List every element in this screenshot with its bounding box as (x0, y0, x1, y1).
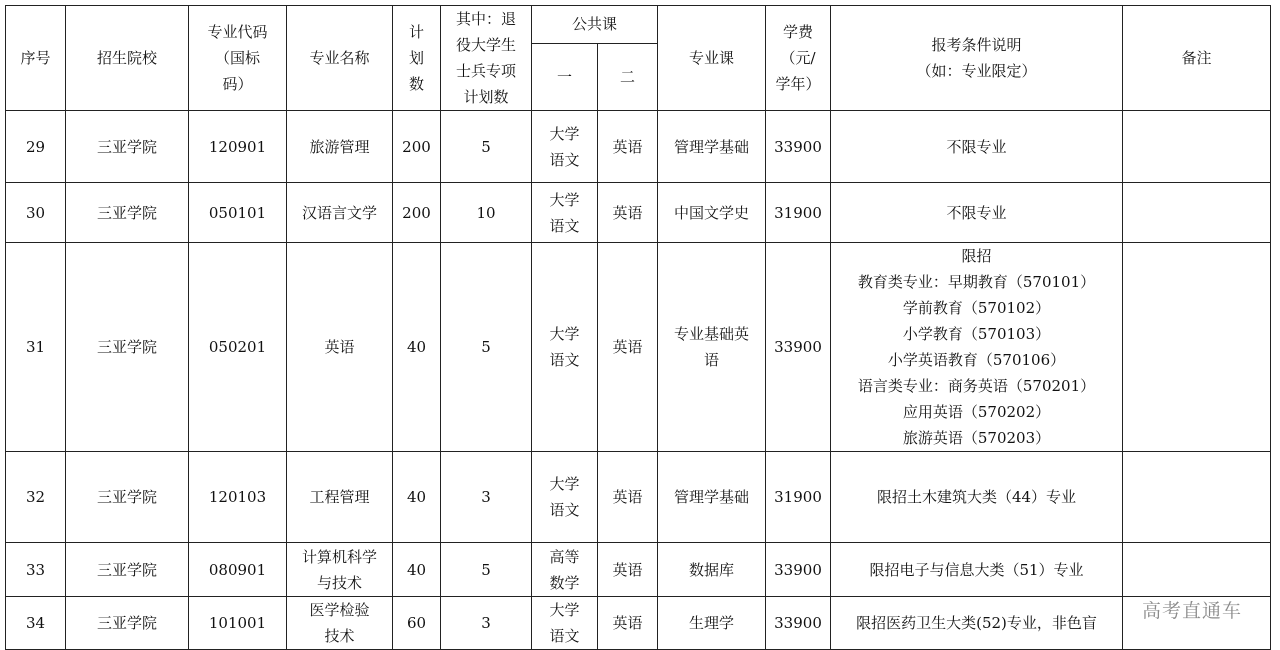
table-row (6, 597, 1271, 650)
cell-seq: 32 (6, 452, 66, 543)
cell-plan: 60 (393, 597, 441, 650)
cell-pub1: 高等 数学 (532, 543, 598, 597)
cell-pub2: 英语 (598, 452, 658, 543)
cell-school: 三亚学院 (66, 543, 189, 597)
cell-prof: 中国文学史 (658, 183, 766, 243)
cell-prof: 生理学 (658, 597, 766, 650)
header-veteran: 其中：退 役大学生 士兵专项 计划数 (441, 6, 532, 111)
header-plan: 计 划 数 (393, 6, 441, 111)
cell-school: 三亚学院 (66, 597, 189, 650)
cell-note (1123, 543, 1271, 597)
cell-major: 旅游管理 (287, 111, 393, 183)
header-major: 专业名称 (287, 6, 393, 111)
cell-fee: 31900 (766, 183, 831, 243)
cell-prof: 管理学基础 (658, 452, 766, 543)
cell-prof: 数据库 (658, 543, 766, 597)
cell-fee: 33900 (766, 543, 831, 597)
cell-cond: 限招电子与信息大类（51）专业 (831, 543, 1123, 597)
cell-cond: 限招土木建筑大类（44）专业 (831, 452, 1123, 543)
cell-cond: 不限专业 (831, 183, 1123, 243)
cell-cond: 限招 教育类专业：早期教育（570101） 学前教育（570102） 小学教育（570103） 小学英语教育（570106） 语言类专业：商务英语（570201） 应用英语（570202） 旅游英语（570203） (831, 243, 1123, 452)
table-row (6, 243, 1271, 452)
table-row (6, 183, 1271, 243)
header-cond: 报考条件说明 （如：专业限定） (831, 6, 1123, 111)
cell-major: 英语 (287, 243, 393, 452)
header-fee: 学费 （元/ 学年） (766, 6, 831, 111)
admission-table (5, 5, 1271, 650)
header-prof: 专业课 (658, 6, 766, 111)
cell-seq: 30 (6, 183, 66, 243)
cell-cond: 不限专业 (831, 111, 1123, 183)
cell-major: 工程管理 (287, 452, 393, 543)
cell-school: 三亚学院 (66, 243, 189, 452)
cell-note (1123, 183, 1271, 243)
cell-veteran: 5 (441, 243, 532, 452)
cell-pub1: 大学 语文 (532, 111, 598, 183)
table-row (6, 452, 1271, 543)
cell-prof: 专业基础英 语 (658, 243, 766, 452)
cell-seq: 33 (6, 543, 66, 597)
cell-code: 101001 (189, 597, 287, 650)
cell-fee: 33900 (766, 597, 831, 650)
cell-veteran: 5 (441, 111, 532, 183)
cell-pub1: 大学 语文 (532, 183, 598, 243)
cell-pub2: 英语 (598, 243, 658, 452)
cell-fee: 33900 (766, 111, 831, 183)
header-public: 公共课 (532, 6, 658, 44)
cell-pub2: 英语 (598, 543, 658, 597)
cell-pub2: 英语 (598, 183, 658, 243)
watermark: 高考直通车 (1142, 600, 1243, 622)
cell-pub2: 英语 (598, 597, 658, 650)
header-code: 专业代码 （国标 码） (189, 6, 287, 111)
cell-note (1123, 111, 1271, 183)
cell-major: 汉语言文学 (287, 183, 393, 243)
cell-fee: 33900 (766, 243, 831, 452)
table-row (6, 543, 1271, 597)
cell-seq: 34 (6, 597, 66, 650)
cell-code: 050101 (189, 183, 287, 243)
cell-school: 三亚学院 (66, 452, 189, 543)
header-public-1: 一 (532, 43, 598, 110)
cell-fee: 31900 (766, 452, 831, 543)
cell-code: 120103 (189, 452, 287, 543)
cell-note (1123, 452, 1271, 543)
header-public-2: 二 (598, 43, 658, 110)
cell-pub1: 大学 语文 (532, 452, 598, 543)
cell-plan: 40 (393, 543, 441, 597)
cell-veteran: 10 (441, 183, 532, 243)
header-school: 招生院校 (66, 6, 189, 111)
cell-code: 120901 (189, 111, 287, 183)
cell-seq: 29 (6, 111, 66, 183)
cell-major: 医学检验 技术 (287, 597, 393, 650)
cell-note (1123, 243, 1271, 452)
table-body (6, 111, 1271, 650)
cell-school: 三亚学院 (66, 183, 189, 243)
cell-veteran: 5 (441, 543, 532, 597)
cell-plan: 200 (393, 183, 441, 243)
cell-seq: 31 (6, 243, 66, 452)
cell-pub1: 大学 语文 (532, 243, 598, 452)
header-note: 备注 (1123, 6, 1271, 111)
cell-prof: 管理学基础 (658, 111, 766, 183)
cell-pub2: 英语 (598, 111, 658, 183)
cell-code: 080901 (189, 543, 287, 597)
cell-veteran: 3 (441, 452, 532, 543)
cell-pub1: 大学 语文 (532, 597, 598, 650)
cell-major: 计算机科学 与技术 (287, 543, 393, 597)
cell-plan: 40 (393, 452, 441, 543)
cell-cond: 限招医药卫生大类(52)专业，非色盲 (831, 597, 1123, 650)
cell-veteran: 3 (441, 597, 532, 650)
header-seq: 序号 (6, 6, 66, 111)
table-row (6, 111, 1271, 183)
cell-plan: 40 (393, 243, 441, 452)
cell-school: 三亚学院 (66, 111, 189, 183)
cell-plan: 200 (393, 111, 441, 183)
cell-code: 050201 (189, 243, 287, 452)
